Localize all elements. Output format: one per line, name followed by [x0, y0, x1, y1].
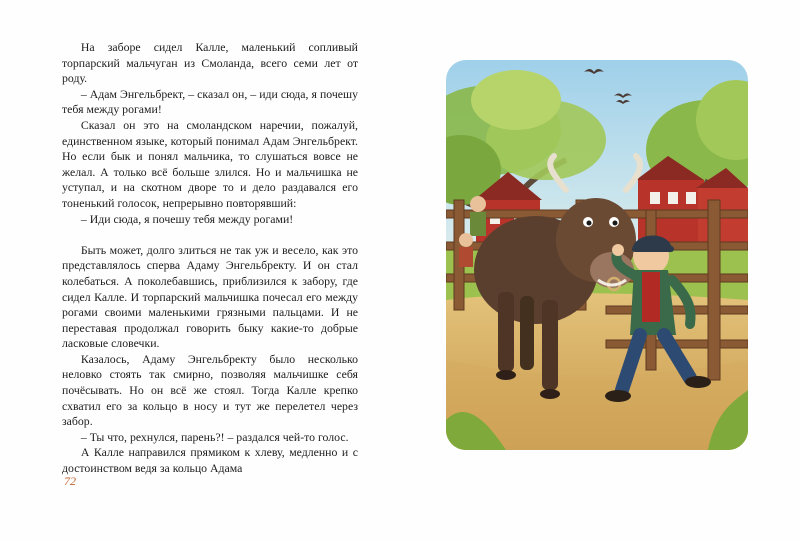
illustration-bull-and-boy: [446, 60, 748, 450]
paragraph-8: А Калле направился прямиком к хлеву, медленно и с достоинством ведя за кольцо Адама: [62, 445, 358, 476]
paragraph-3: Сказал он это на смоландском наречии, пожалуй, единственном языке, который понимал Адам Энгельбрект. Но если бык и понял мальчика, то слушаться вовсе не желал. А только всё больше злился. Но и мальчишка не уступал, и на скотном дворе то и дело раздавался его тоненький голосок, непрерывно повторявший:: [62, 117, 358, 210]
paragraph-6: Казалось, Адаму Энгельбректу было несколько неловко стоять так смирно, позволяя мальчишке себя почёсывать. Но он всё же стоял. Тогда Калле крепко схватил его за кольцо в носу и тут же перелетел через забор.: [62, 351, 358, 429]
paragraph-4: – Иди сюда, я почешу тебя между рогами!: [80, 211, 294, 226]
paragraph-7: – Ты что, рехнулся, парень?! – раздался чей-то голос.: [80, 429, 349, 444]
paragraph-5: Быть может, долго злиться не так уж и весело, как это представлялось сперва Адаму Энгельбректу. И он стал колебаться. А поколебавшись, приблизился к забору, где сидел Калле. И торпарский мальчишка почесал его между рогами своими маленькими грязными пальцами. И не переставая продолжал говорить быку какие-то добрые ласковые словечки.: [62, 242, 358, 351]
paragraph-1: На заборе сидел Калле, маленький сопливый торпарский мальчуган из Смоланда, всего семи лет от роду.: [62, 40, 358, 86]
text-column: [62, 40, 358, 477]
paragraph-2: – Адам Энгельбрект, – сказал он, – иди сюда, я почешу тебя между рогами!: [62, 86, 358, 117]
page-number: 72: [64, 474, 76, 488]
illustration-canvas: [446, 60, 748, 450]
